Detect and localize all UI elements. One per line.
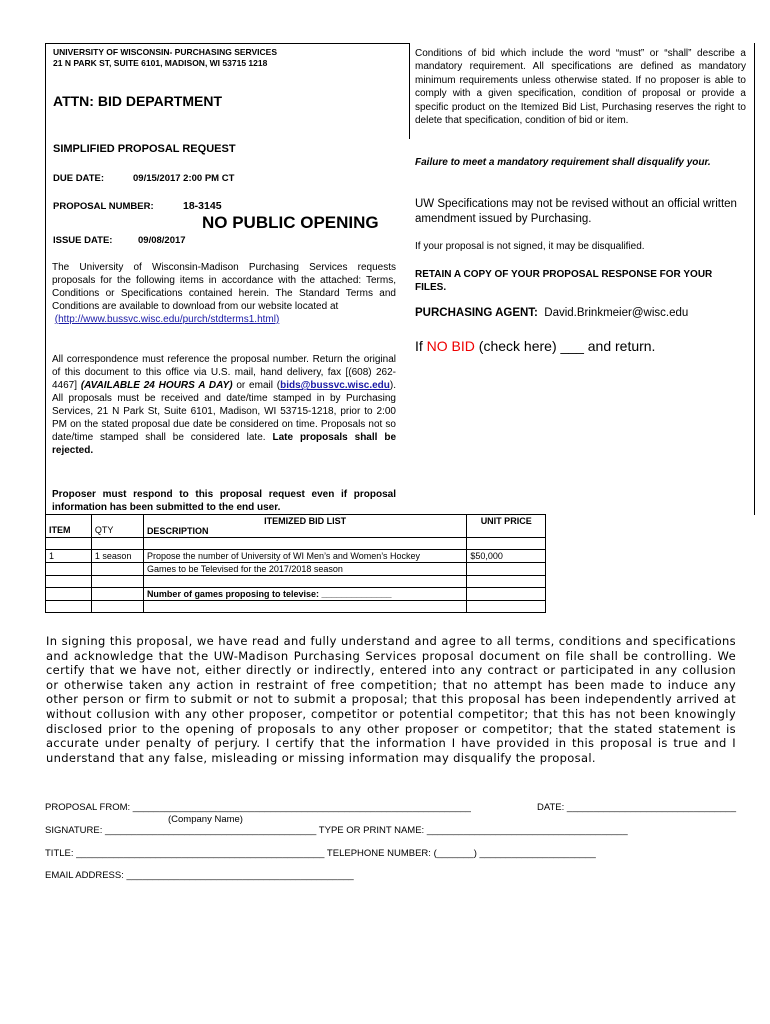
retain-copy: RETAIN A COPY OF YOUR PROPOSAL RESPONSE FOR YOUR FILES. bbox=[415, 269, 713, 293]
proposer-note: Proposer must respond to this proposal request even if proposal information has been submitted to the end user. bbox=[52, 489, 396, 513]
agent-label: PURCHASING AGENT: bbox=[415, 307, 538, 319]
row-qty: 1 season bbox=[91, 550, 143, 563]
table-title: ITEMIZED BID LIST bbox=[264, 516, 347, 526]
right-border bbox=[754, 43, 755, 515]
issue-date-value: 09/08/2017 bbox=[138, 235, 186, 246]
games-count-field[interactable]: Number of games proposing to televise: ______________ bbox=[143, 588, 466, 601]
no-bid-label: NO BID bbox=[426, 338, 475, 354]
certification-text: In signing this proposal, we have read and fully understand and agree to all terms, conditions and specifications and acknowledge that the UW-Madison Purchasing Services proposal document on file shall be controlling. We certify that we have not, either directly or indirectly, entered into any contract or participated in any collusion or otherwise taken any action in restraint of free competition; that no attempt has been made to induce any other person or firm to submit or not to submit a proposal; that this proposal has been independently arrived at without collusion with any other proposer, competitor or potential competitor; that this has not been knowingly disclosed prior to the opening of proposals to any other proposer or competitor; that the stated statement is accurate under penalty of perjury. I certify that the information I have provided in this proposal is true and I understand that any false, misleading or missing information may disqualify the proposal. bbox=[46, 634, 736, 765]
correspondence-text-2: ). All proposals must be received and date/time stamped in by Purchasing Services, 21 N Park St, Suite 6101, Madison, WI 53715-1218, prior to 2:00 PM on the stated proposal due date be considered on time. Proposals not so date/time stamped shall be considered late. bbox=[52, 380, 396, 443]
col-qty-header: QTY bbox=[91, 515, 143, 538]
org-address: 21 N PARK ST, SUITE 6101, MADISON, WI 53715 1218 bbox=[53, 58, 268, 68]
available-24-hours: (AVAILABLE 24 HOURS A DAY) bbox=[80, 380, 233, 391]
row-desc-line2: Games to be Televised for the 2017/2018 season bbox=[143, 563, 466, 576]
attn-heading: ATTN: BID DEPARTMENT bbox=[53, 93, 223, 109]
due-date-value: 09/15/2017 2:00 PM CT bbox=[133, 173, 235, 184]
proposal-number-label: PROPOSAL NUMBER: bbox=[53, 201, 154, 212]
col-item-header: ITEM bbox=[46, 515, 92, 538]
no-public-opening: NO PUBLIC OPENING bbox=[202, 213, 379, 232]
left-border bbox=[45, 138, 46, 515]
row-price: $50,000 bbox=[467, 550, 546, 563]
request-title: SIMPLIFIED PROPOSAL REQUEST bbox=[53, 143, 236, 155]
row-description bbox=[143, 550, 466, 563]
signature-field[interactable]: SIGNATURE: ________________________________________ TYPE OR PRINT NAME: ______________________________________ bbox=[45, 825, 628, 836]
conditions-text: Conditions of bid which include the word “must” or “shall” describe a mandatory requirement. All specifications are defined as mandatory minimum requirements unless otherwise stated. If no proposer is able to comply with a given specification, condition of proposal or provide a specific product on the Itemized Bid List, Purchasing reserves the right to delete that specification, condition of bid or item. bbox=[415, 48, 746, 127]
row-desc-line1: Propose the number of University of WI Men’s and Women’s Hockey bbox=[146, 551, 421, 561]
correspondence-paragraph bbox=[52, 353, 396, 457]
correspondence-text: All correspondence must reference the proposal number. Return the original of this document to this office via U.S. mail, hand delivery, fax [(608) 262-4467] bbox=[52, 354, 396, 391]
email-prefix: or email ( bbox=[236, 380, 281, 391]
issue-date-label: ISSUE DATE: bbox=[53, 235, 113, 246]
no-bid-checkbox[interactable]: (check here) ___ and return. bbox=[478, 338, 656, 354]
title-phone-field[interactable]: TITLE: _______________________________________________ TELEPHONE NUMBER: (_______) ______________________ bbox=[45, 848, 596, 859]
company-name-caption: (Company Name) bbox=[168, 814, 243, 825]
intro-text: The University of Wisconsin-Madison Purchasing Services requests proposals for the following items in accordance with the attached: Terms, Conditions or Specifications contained herein. The Standard Terms and Conditions are available to download from our website located at bbox=[52, 262, 396, 312]
not-signed-note: If your proposal is not signed, it may be disqualified. bbox=[415, 241, 645, 252]
org-name: UNIVERSITY OF WISCONSIN- PURCHASING SERVICES bbox=[53, 47, 278, 57]
proposal-from-field[interactable]: PROPOSAL FROM: ________________________________________________________________ bbox=[45, 802, 471, 813]
no-bid-line bbox=[415, 338, 655, 354]
date-field[interactable]: DATE: ________________________________ bbox=[537, 802, 736, 813]
proposal-number-value: 18-3145 bbox=[183, 200, 222, 212]
col-price-header: UNIT PRICE bbox=[467, 515, 546, 538]
itemized-bid-table bbox=[45, 514, 546, 613]
agent-email: David.Brinkmeier@wisc.edu bbox=[544, 307, 689, 319]
bids-email-link[interactable]: bids@bussvc.wisc.edu bbox=[280, 380, 390, 391]
purchasing-agent bbox=[415, 307, 688, 319]
col-desc-header bbox=[143, 515, 466, 538]
row-item: 1 bbox=[46, 550, 92, 563]
late-proposals-note: Late proposals shall be rejected. bbox=[52, 432, 397, 456]
uw-specifications: UW Specifications may not be revised without an official written amendment issued by Purchasing. bbox=[415, 198, 737, 225]
no-bid-if: If bbox=[415, 338, 423, 354]
email-address-field[interactable]: EMAIL ADDRESS: ___________________________________________ bbox=[45, 870, 354, 881]
description-label: DESCRIPTION bbox=[146, 526, 209, 536]
intro-paragraph bbox=[52, 261, 396, 326]
terms-link[interactable]: (http://www.bussvc.wisc.edu/purch/stdterms1.html) bbox=[54, 314, 280, 325]
due-date-label: DUE DATE: bbox=[53, 173, 105, 184]
failure-warning: Failure to meet a mandatory requirement shall disqualify your. bbox=[415, 157, 711, 168]
